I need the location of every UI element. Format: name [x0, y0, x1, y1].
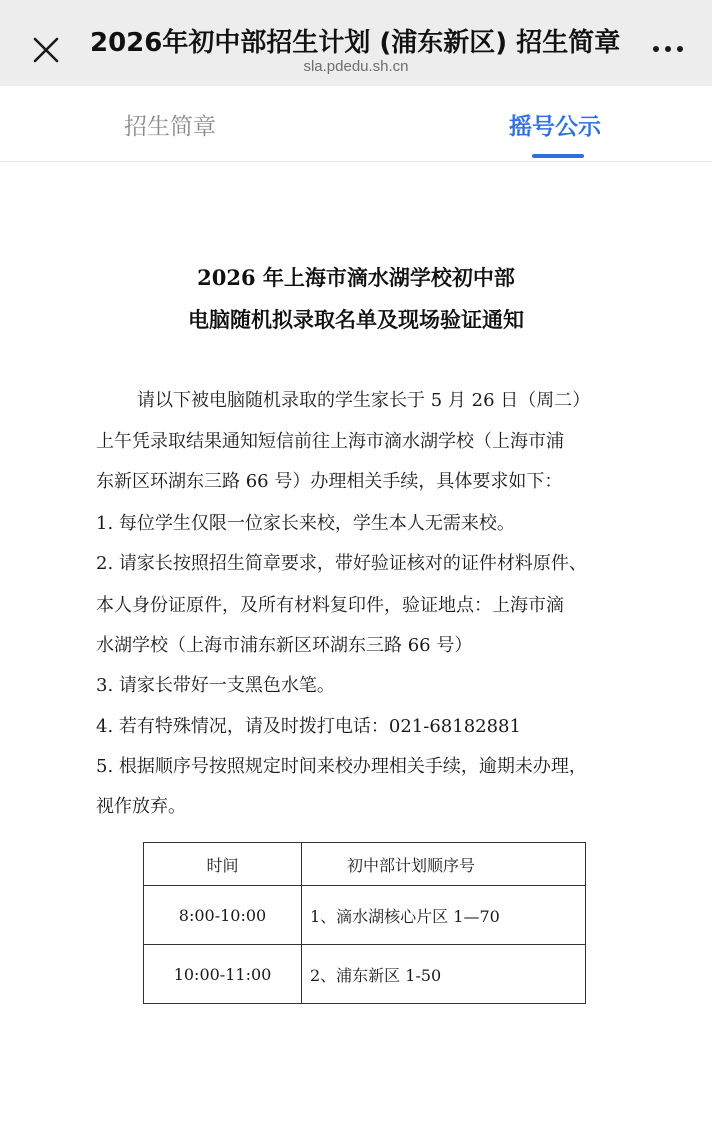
top-bar: [0, 0, 712, 86]
paragraph-line: 5. 根据顺序号按照规定时间来校办理相关手续，逾期未办理，: [96, 756, 587, 777]
table-header-sequence: 初中部计划顺序号: [302, 843, 586, 886]
paragraph-line: 水湖学校（上海市浦东新区环湖东三路 66 号）: [96, 635, 473, 656]
table-row: [144, 886, 586, 945]
tab-lottery-results[interactable]: 摇号公示: [509, 114, 601, 140]
table-cell-time: 10:00-11:00: [144, 945, 302, 1004]
active-tab-indicator: [532, 154, 584, 158]
paragraph-line: 视作放弃。: [96, 796, 186, 817]
table-header-time: 时间: [144, 843, 302, 886]
schedule-table: [143, 842, 586, 1004]
table-row: [144, 945, 586, 1004]
paragraph-line: 上午凭录取结果通知短信前往上海市滴水湖学校（上海市浦: [96, 431, 564, 452]
paragraph-line: 本人身份证原件，及所有材料复印件，验证地点：上海市滴: [96, 595, 564, 616]
table-cell-sequence: 1、滴水湖核心片区 1—70: [302, 886, 586, 945]
tab-admission-guide[interactable]: 招生简章: [124, 114, 216, 140]
table-cell-sequence: 2、浦东新区 1-50: [302, 945, 586, 1004]
table-header-row: [144, 843, 586, 886]
page-domain: sla.pdedu.sh.cn: [303, 58, 409, 75]
paragraph-line: 2. 请家长按照招生简章要求，带好验证核对的证件材料原件、: [96, 553, 587, 574]
tab-bar: [0, 86, 712, 162]
paragraph-line: 1. 每位学生仅限一位家长来校，学生本人无需来校。: [96, 513, 515, 534]
page-title: 2026年初中部招生计划 (浦东新区) 招生简章: [90, 28, 621, 58]
more-dots-icon[interactable]: [648, 34, 688, 64]
paragraph-line: 3. 请家长带好一支黑色水笔。: [96, 675, 335, 696]
document-heading-line2: 电脑随机拟录取名单及现场验证通知: [188, 307, 524, 332]
paragraph-line: 4. 若有特殊情况，请及时拨打电话：021-68182881: [96, 716, 521, 737]
document-heading-line1: 2026 年上海市滴水湖学校初中部: [197, 265, 515, 290]
paragraph-line: 东新区环湖东三路 66 号）办理相关手续，具体要求如下：: [96, 471, 563, 492]
table-cell-time: 8:00-10:00: [144, 886, 302, 945]
paragraph-line: 请以下被电脑随机录取的学生家长于 5 月 26 日（周二）: [137, 390, 591, 411]
